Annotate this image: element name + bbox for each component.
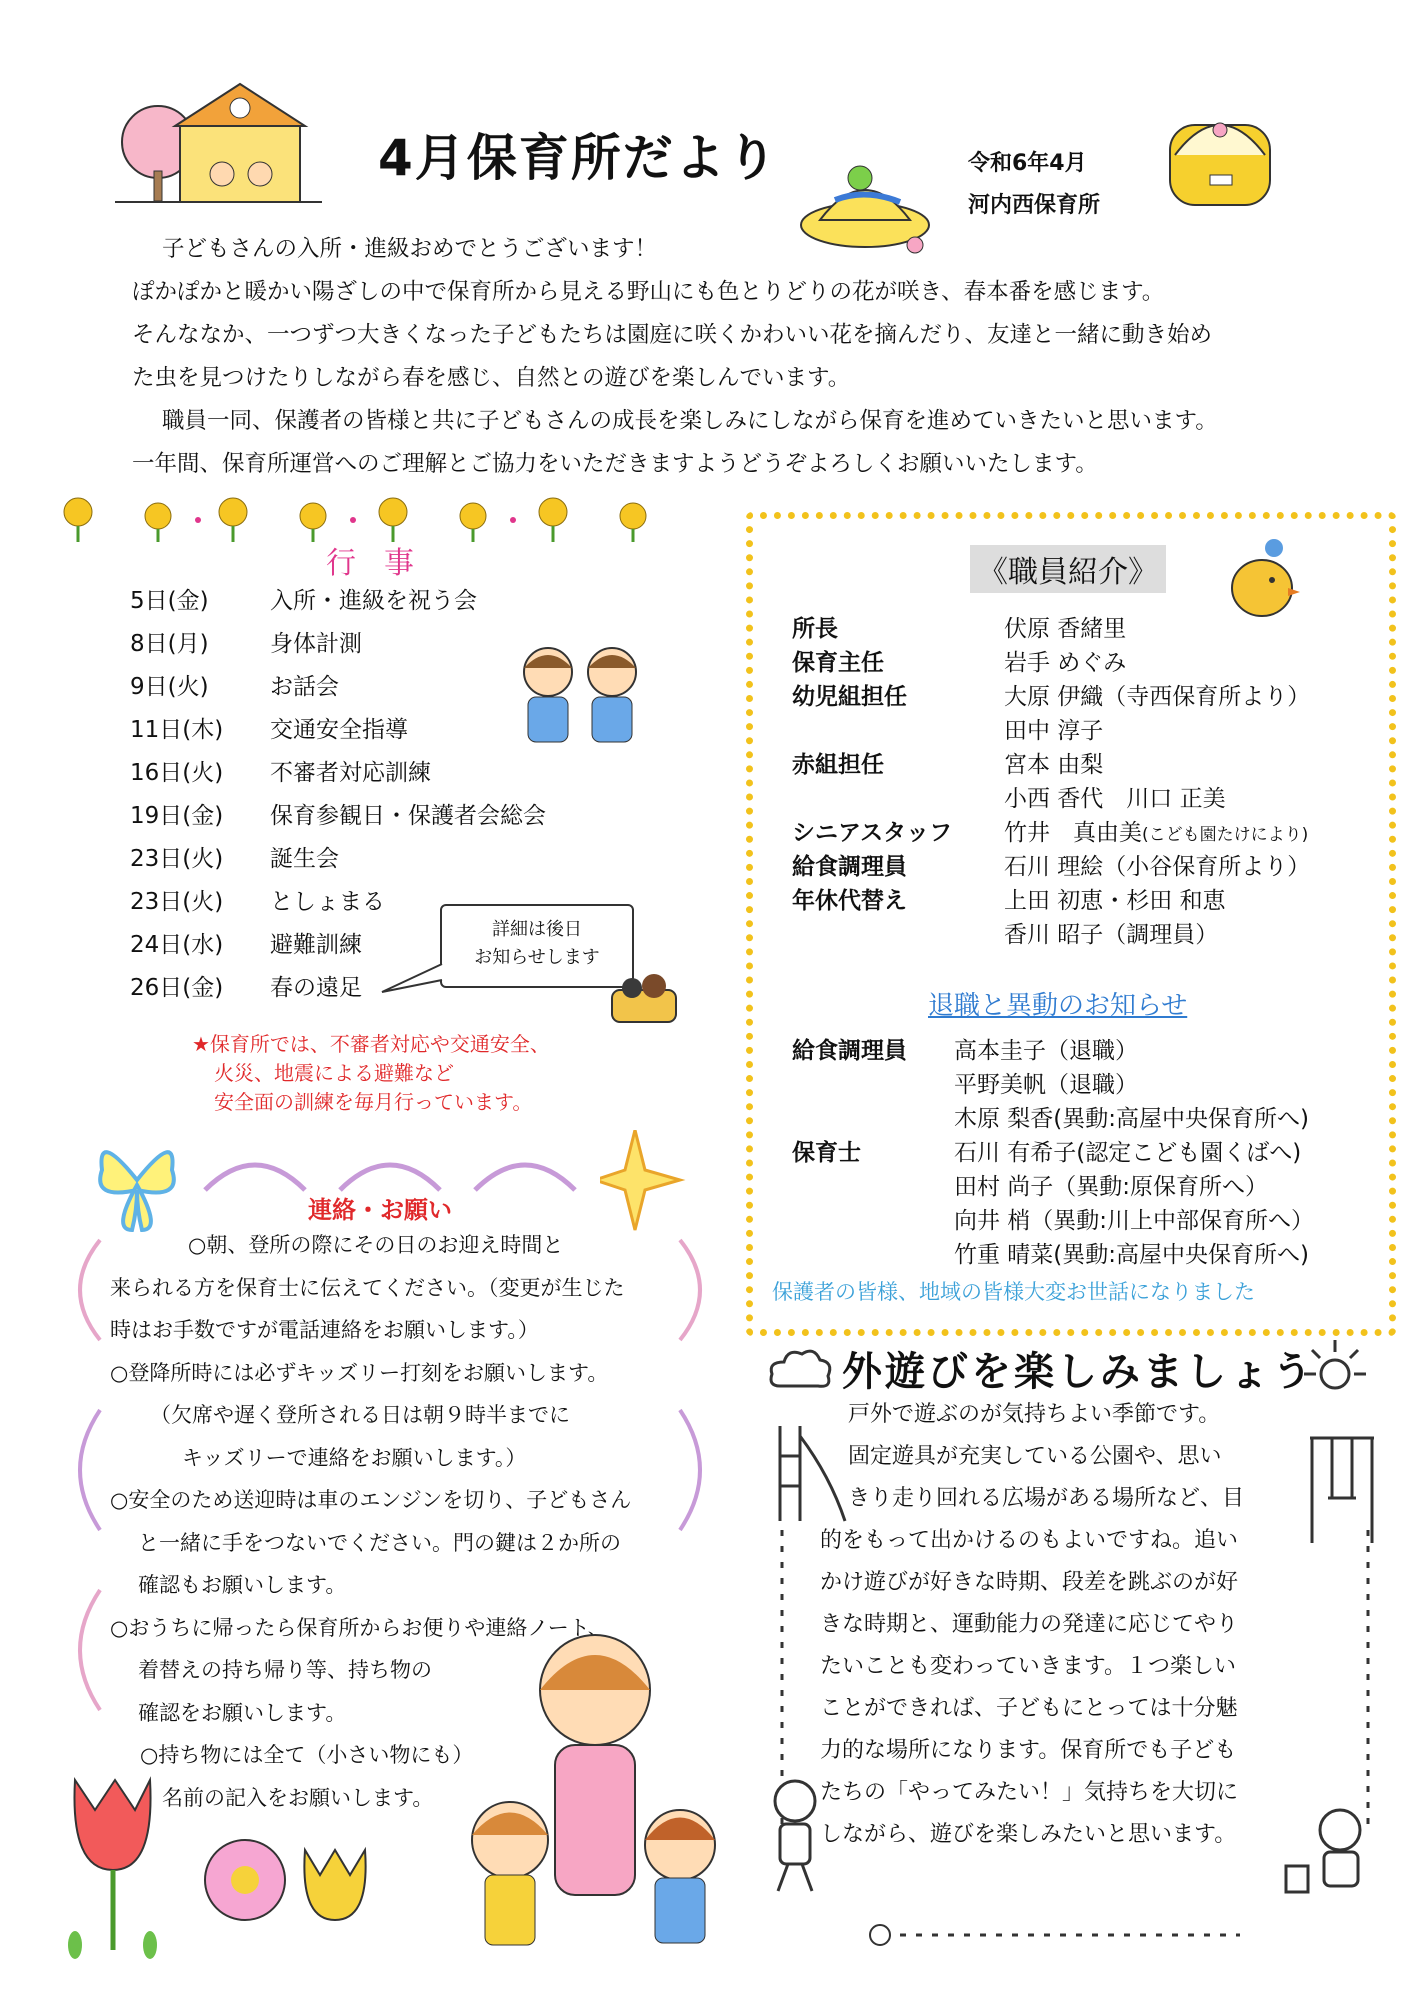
- event-name: お話会: [270, 674, 339, 700]
- event-name: としょまる: [270, 889, 385, 915]
- contact-line: 確認もお願いします。: [138, 1573, 347, 1597]
- issue-date: 令和6年4月: [968, 151, 1087, 176]
- event-name: 交通安全指導: [270, 717, 408, 743]
- event-item: [130, 668, 339, 701]
- contact-line: と一緒に手をつないでください。門の鍵は２か所の: [138, 1530, 621, 1555]
- play-line: たちの「やってみたい！」気持ちを大切に: [820, 1780, 1239, 1805]
- event-name: 保育参観日・保護者会総会: [270, 803, 546, 829]
- contact-line: 来られる方を保育士に伝えてください。（変更が生じた: [110, 1275, 625, 1300]
- play-line: きな時期と、運動能力の発達に応じてやり: [820, 1612, 1239, 1637]
- staff-name: 上田 初恵・杉田 和恵: [1004, 888, 1226, 914]
- play-line: 的をもって出かけるのもよいですね。追い: [820, 1528, 1239, 1553]
- event-date: 8日(月): [130, 631, 209, 657]
- staff-role: 年休代替え: [792, 888, 907, 914]
- contact-title: 連絡・お願い: [308, 1196, 452, 1224]
- lunchbox-icon: [608, 970, 680, 1026]
- contact-line: 時はお手数ですが電話連絡をお願いします。）: [110, 1318, 539, 1342]
- teacher-children-illustration: [455, 1620, 735, 1960]
- staff-name: 石川 理絵（小谷保育所より）: [1004, 854, 1311, 880]
- event-date: 26日(金): [130, 975, 224, 1001]
- staff-role: 保育主任: [792, 650, 884, 676]
- staff-name: [1004, 814, 1308, 847]
- intro-line: 職員一同、保護者の皆様と共に子どもさんの成長を楽しみにしながら保育を進めていきたいと思います。: [162, 408, 1218, 434]
- play-line: ことができれば、子どもにとっては十分魅: [820, 1696, 1238, 1721]
- staff-name: 岩手 めぐみ: [1004, 650, 1127, 676]
- event-date: 5日(金): [130, 588, 209, 614]
- outdoor-play-title: 外遊びを楽しみましょう: [842, 1349, 1315, 1395]
- staff-role: 赤組担任: [792, 752, 884, 778]
- event-date: 19日(金): [130, 803, 224, 829]
- outdoor-play-text: [820, 1394, 1290, 1856]
- leave-role: 保育士: [792, 1140, 861, 1166]
- training-note: [192, 1030, 550, 1117]
- details-later-bubble: [440, 904, 634, 988]
- event-date: 11日(木): [130, 717, 224, 743]
- contact-line: 着替えの持ち帰り等、持ち物の: [138, 1658, 432, 1682]
- intro-text: [132, 228, 1332, 486]
- contact-line: ○朝、登所の際にその日のお迎え時間と: [188, 1233, 564, 1257]
- school-bag-illustration: [1160, 95, 1280, 215]
- intro-line: 子どもさんの入所・進級おめでとうございます！: [162, 236, 658, 262]
- event-item: [130, 625, 362, 658]
- bubble-line: 詳細は後日: [492, 919, 582, 940]
- note-line: ★保育所では、不審者対応や交通安全、: [192, 1032, 550, 1056]
- event-name: 身体計測: [270, 631, 362, 657]
- running-child-icon: [760, 1776, 830, 1896]
- leave-role: 給食調理員: [792, 1038, 907, 1064]
- staff-role: 幼児組担任: [792, 684, 907, 710]
- contact-line: ○安全のため送迎時は車のエンジンを切り、子どもさん: [110, 1488, 632, 1512]
- leave-name: 向井 梢（異動:川上中部保育所へ）: [954, 1208, 1315, 1234]
- intro-line: そんななか、一つずつ大きくなった子どもたちは園庭に咲くかわいい花を摘んだり、友達と一緒に動き始め: [132, 322, 1213, 348]
- contact-line: 名前の記入をお願いします。: [162, 1785, 434, 1810]
- play-line: 力的な場所になります。保育所でも子ども: [820, 1738, 1237, 1763]
- two-children-illustration: [500, 642, 660, 757]
- play-line: 固定遊具が充実している公園や、思い: [848, 1444, 1222, 1469]
- staff-name: 小西 香代 川口 正美: [1004, 786, 1226, 812]
- bubble-line: お知らせします: [474, 947, 600, 968]
- staff-name: 大原 伊織（寺西保育所より）: [1004, 684, 1311, 710]
- staff-role: 所長: [792, 616, 838, 642]
- sun-icon: [1300, 1336, 1370, 1406]
- staff-name-note: (こども園たけにより): [1142, 825, 1309, 845]
- contact-line: キッズリーで連絡をお願いします。）: [182, 1445, 527, 1470]
- contact-line: ○登降所時には必ずキッズリー打刻をお願いします。: [110, 1360, 609, 1385]
- play-line: 戸外で遊ぶのが気持ちよい季節です。: [848, 1402, 1221, 1427]
- contact-line: ○おうちに帰ったら保育所からお便りや連絡ノート、: [110, 1615, 609, 1640]
- staff-name: 香川 昭子（調理員）: [1004, 922, 1219, 948]
- leave-name: 高本圭子（退職）: [954, 1038, 1138, 1064]
- event-date: 23日(火): [130, 889, 224, 915]
- tulip-flowers-illustration: [55, 1760, 385, 1960]
- leave-name: 竹重 晴菜(異動:高屋中央保育所へ): [954, 1242, 1310, 1268]
- contact-line: （欠席や遅く登所される日は朝９時半までに: [150, 1403, 570, 1427]
- play-line: しながら、遊びを楽しみたいと思います。: [820, 1822, 1237, 1847]
- intro-line: 一年間、保育所運営へのご理解とご協力をいただきますようどうぞよろしくお願いいたします。: [132, 451, 1098, 477]
- cloud-icon: [768, 1346, 834, 1396]
- school-name: 河内西保育所: [968, 193, 1101, 218]
- event-name: 春の遠足: [270, 975, 362, 1001]
- intro-line: ぽかぽかと暖かい陽ざしの中で保育所から見える野山にも色とりどりの花が咲き、春本番を感じます。: [132, 279, 1165, 305]
- note-line: 火災、地震による避難など: [214, 1061, 454, 1085]
- note-line: 安全面の訓練を毎月行っています。: [214, 1090, 533, 1114]
- event-item: [130, 711, 408, 744]
- play-line: たいことも変わっていきます。１つ楽しい: [820, 1654, 1237, 1679]
- event-name: 避難訓練: [270, 932, 362, 958]
- events-title: 行事: [326, 546, 442, 581]
- event-date: 16日(火): [130, 760, 224, 786]
- event-date: 24日(水): [130, 932, 224, 958]
- event-item: [130, 582, 477, 615]
- school-building-illustration: [110, 76, 325, 206]
- play-line: きり走り回れる広場がある場所など、目: [848, 1486, 1245, 1511]
- event-name: 入所・進級を祝う会: [270, 588, 477, 614]
- bubble-tail: [380, 960, 444, 1000]
- staff-title: 《職員紹介》: [970, 545, 1166, 593]
- leave-name: 石川 有希子(認定こども園くばへ): [954, 1140, 1302, 1166]
- leave-name: 田村 尚子（異動:原保育所へ）: [954, 1174, 1269, 1200]
- event-name: 誕生会: [270, 846, 339, 872]
- contact-line: ○持ち物には全て（小さい物にも）: [140, 1743, 474, 1767]
- event-item: [130, 969, 362, 1002]
- page-title: 4月保育所だより: [378, 129, 779, 187]
- event-date: 9日(火): [130, 674, 209, 700]
- play-line: かけ遊びが好きな時期、段差を跳ぶのが好: [820, 1570, 1239, 1595]
- thanks-message: 保護者の皆様、地域の皆様大変お世話になりました: [772, 1280, 1255, 1304]
- staff-name: 宮本 由梨: [1004, 752, 1104, 778]
- intro-line: た虫を見つけたりしながら春を感じ、自然との遊びを楽しんでいます。: [132, 365, 851, 391]
- event-item: [130, 926, 362, 959]
- event-item: [130, 840, 339, 873]
- leave-name: 平野美帆（退職）: [954, 1072, 1138, 1098]
- leave-notice-title: 退職と異動のお知らせ: [928, 991, 1188, 1021]
- chick-icon: [1222, 530, 1302, 620]
- staff-role: シニアスタッフ: [792, 820, 953, 846]
- event-item: [130, 797, 546, 830]
- staff-name: 伏原 香緒里: [1004, 616, 1127, 642]
- dandelion-border: [58, 490, 678, 544]
- contact-line: 確認をお願いします。: [138, 1700, 347, 1725]
- event-item: [130, 754, 431, 787]
- staff-name: 田中 淳子: [1004, 718, 1104, 744]
- staff-name-text: 竹井 真由美: [1004, 820, 1142, 846]
- staff-role: 給食調理員: [792, 854, 907, 880]
- event-name: 不審者対応訓練: [270, 760, 431, 786]
- sandbox-child-icon: [1280, 1800, 1380, 1900]
- event-date: 23日(火): [130, 846, 224, 872]
- leave-name: 木原 梨香(異動:高屋中央保育所へ): [954, 1106, 1310, 1132]
- event-item: [130, 883, 385, 916]
